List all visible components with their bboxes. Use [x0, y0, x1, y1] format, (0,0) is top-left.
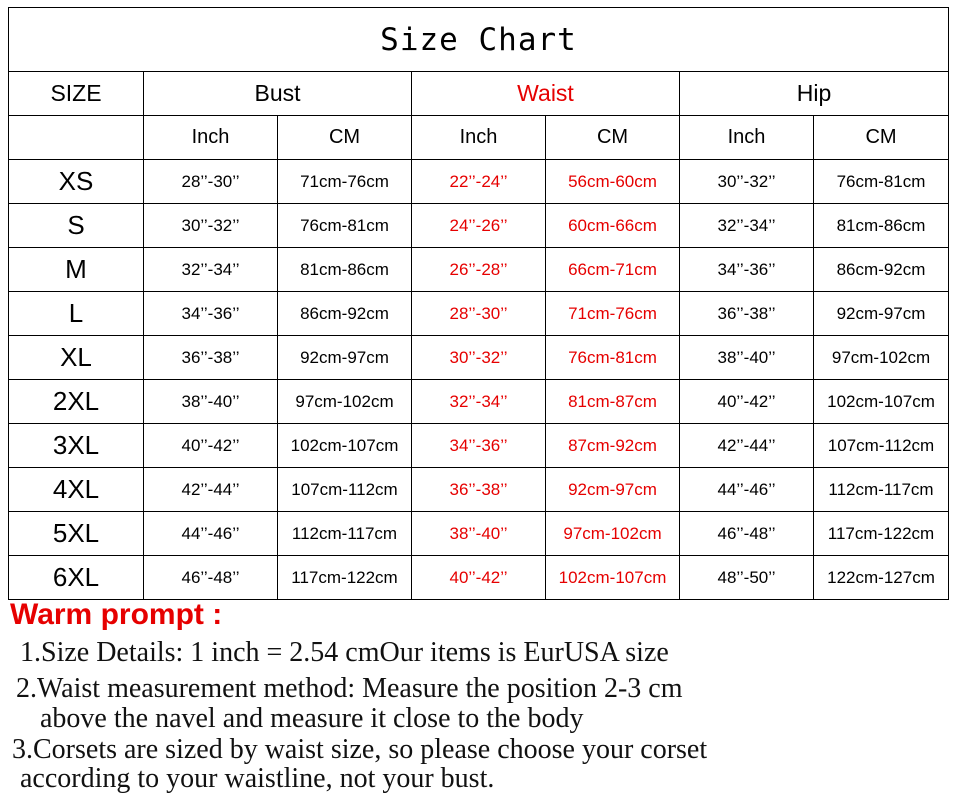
size-cell: 4XL — [9, 468, 144, 512]
table-row — [9, 556, 949, 600]
bust-cm-cell: 112cm-117cm — [278, 512, 412, 556]
size-column-header: SIZE — [9, 72, 144, 116]
hip-cm-cell: 107cm-112cm — [814, 424, 949, 468]
hip-cm-cell: 112cm-117cm — [814, 468, 949, 512]
size-cell: M — [9, 248, 144, 292]
hip-cm-cell: 81cm-86cm — [814, 204, 949, 248]
size-cell: 6XL — [9, 556, 144, 600]
waist-header: Waist — [412, 72, 680, 116]
hip-cm-cell: 76cm-81cm — [814, 160, 949, 204]
bust-cm-cell: 76cm-81cm — [278, 204, 412, 248]
waist-cm-header: CM — [546, 116, 680, 160]
size-cell: XL — [9, 336, 144, 380]
waist-inch-cell: 26’’-28’’ — [412, 248, 546, 292]
table-row — [9, 468, 949, 512]
bust-inch-cell: 40’’-42’’ — [144, 424, 278, 468]
waist-cm-cell: 92cm-97cm — [546, 468, 680, 512]
waist-inch-cell: 32’’-34’’ — [412, 380, 546, 424]
unit-header-blank — [9, 116, 144, 160]
warm-prompt-title: Warm prompt : — [10, 598, 223, 631]
size-chart-table — [8, 7, 949, 600]
table-row — [9, 336, 949, 380]
size-chart-title: Size Chart — [9, 8, 949, 72]
bust-cm-cell: 97cm-102cm — [278, 380, 412, 424]
hip-inch-header: Inch — [680, 116, 814, 160]
hip-inch-cell: 30’’-32’’ — [680, 160, 814, 204]
hip-inch-cell: 38’’-40’’ — [680, 336, 814, 380]
waist-cm-cell: 76cm-81cm — [546, 336, 680, 380]
waist-inch-cell: 30’’-32’’ — [412, 336, 546, 380]
waist-cm-cell: 60cm-66cm — [546, 204, 680, 248]
size-cell: 2XL — [9, 380, 144, 424]
note-size-details: 1.Size Details: 1 inch = 2.54 cmOur items is EurUSA size — [20, 637, 669, 668]
waist-inch-cell: 28’’-30’’ — [412, 292, 546, 336]
waist-inch-cell: 36’’-38’’ — [412, 468, 546, 512]
table-row — [9, 424, 949, 468]
waist-cm-cell: 66cm-71cm — [546, 248, 680, 292]
bust-inch-cell: 46’’-48’’ — [144, 556, 278, 600]
hip-inch-cell: 32’’-34’’ — [680, 204, 814, 248]
bust-inch-cell: 42’’-44’’ — [144, 468, 278, 512]
hip-cm-cell: 86cm-92cm — [814, 248, 949, 292]
waist-inch-cell: 22’’-24’’ — [412, 160, 546, 204]
bust-inch-cell: 30’’-32’’ — [144, 204, 278, 248]
hip-inch-cell: 46’’-48’’ — [680, 512, 814, 556]
waist-inch-cell: 40’’-42’’ — [412, 556, 546, 600]
hip-inch-cell: 44’’-46’’ — [680, 468, 814, 512]
size-cell: 3XL — [9, 424, 144, 468]
table-row — [9, 248, 949, 292]
note-waist-method-continued: above the navel and measure it close to the body — [40, 703, 584, 734]
waist-cm-cell: 102cm-107cm — [546, 556, 680, 600]
hip-cm-cell: 122cm-127cm — [814, 556, 949, 600]
bust-cm-cell: 102cm-107cm — [278, 424, 412, 468]
bust-inch-header: Inch — [144, 116, 278, 160]
bust-inch-cell: 36’’-38’’ — [144, 336, 278, 380]
waist-inch-cell: 38’’-40’’ — [412, 512, 546, 556]
hip-inch-cell: 48’’-50’’ — [680, 556, 814, 600]
hip-inch-cell: 42’’-44’’ — [680, 424, 814, 468]
note-corset-sizing-continued: according to your waistline, not your bust. — [20, 763, 495, 794]
hip-cm-cell: 102cm-107cm — [814, 380, 949, 424]
bust-inch-cell: 34’’-36’’ — [144, 292, 278, 336]
bust-inch-cell: 38’’-40’’ — [144, 380, 278, 424]
bust-inch-cell: 28’’-30’’ — [144, 160, 278, 204]
hip-inch-cell: 34’’-36’’ — [680, 248, 814, 292]
hip-header: Hip — [680, 72, 949, 116]
hip-cm-cell: 97cm-102cm — [814, 336, 949, 380]
bust-inch-cell: 32’’-34’’ — [144, 248, 278, 292]
size-cell: 5XL — [9, 512, 144, 556]
bust-header: Bust — [144, 72, 412, 116]
waist-inch-header: Inch — [412, 116, 546, 160]
note-corset-sizing: 3.Corsets are sized by waist size, so please choose your corset — [12, 734, 708, 765]
bust-cm-cell: 71cm-76cm — [278, 160, 412, 204]
bust-cm-cell: 107cm-112cm — [278, 468, 412, 512]
hip-inch-cell: 40’’-42’’ — [680, 380, 814, 424]
waist-cm-cell: 87cm-92cm — [546, 424, 680, 468]
size-cell: S — [9, 204, 144, 248]
size-cell: XS — [9, 160, 144, 204]
table-row — [9, 160, 949, 204]
hip-inch-cell: 36’’-38’’ — [680, 292, 814, 336]
note-waist-method: 2.Waist measurement method: Measure the position 2-3 cm — [16, 673, 683, 704]
hip-cm-cell: 92cm-97cm — [814, 292, 949, 336]
table-row — [9, 204, 949, 248]
table-row — [9, 292, 949, 336]
bust-inch-cell: 44’’-46’’ — [144, 512, 278, 556]
table-row — [9, 380, 949, 424]
bust-cm-header: CM — [278, 116, 412, 160]
bust-cm-cell: 92cm-97cm — [278, 336, 412, 380]
hip-cm-cell: 117cm-122cm — [814, 512, 949, 556]
table-row — [9, 512, 949, 556]
bust-cm-cell: 117cm-122cm — [278, 556, 412, 600]
bust-cm-cell: 86cm-92cm — [278, 292, 412, 336]
waist-cm-cell: 56cm-60cm — [546, 160, 680, 204]
waist-inch-cell: 34’’-36’’ — [412, 424, 546, 468]
waist-cm-cell: 81cm-87cm — [546, 380, 680, 424]
waist-cm-cell: 71cm-76cm — [546, 292, 680, 336]
waist-cm-cell: 97cm-102cm — [546, 512, 680, 556]
bust-cm-cell: 81cm-86cm — [278, 248, 412, 292]
waist-inch-cell: 24’’-26’’ — [412, 204, 546, 248]
size-cell: L — [9, 292, 144, 336]
hip-cm-header: CM — [814, 116, 949, 160]
